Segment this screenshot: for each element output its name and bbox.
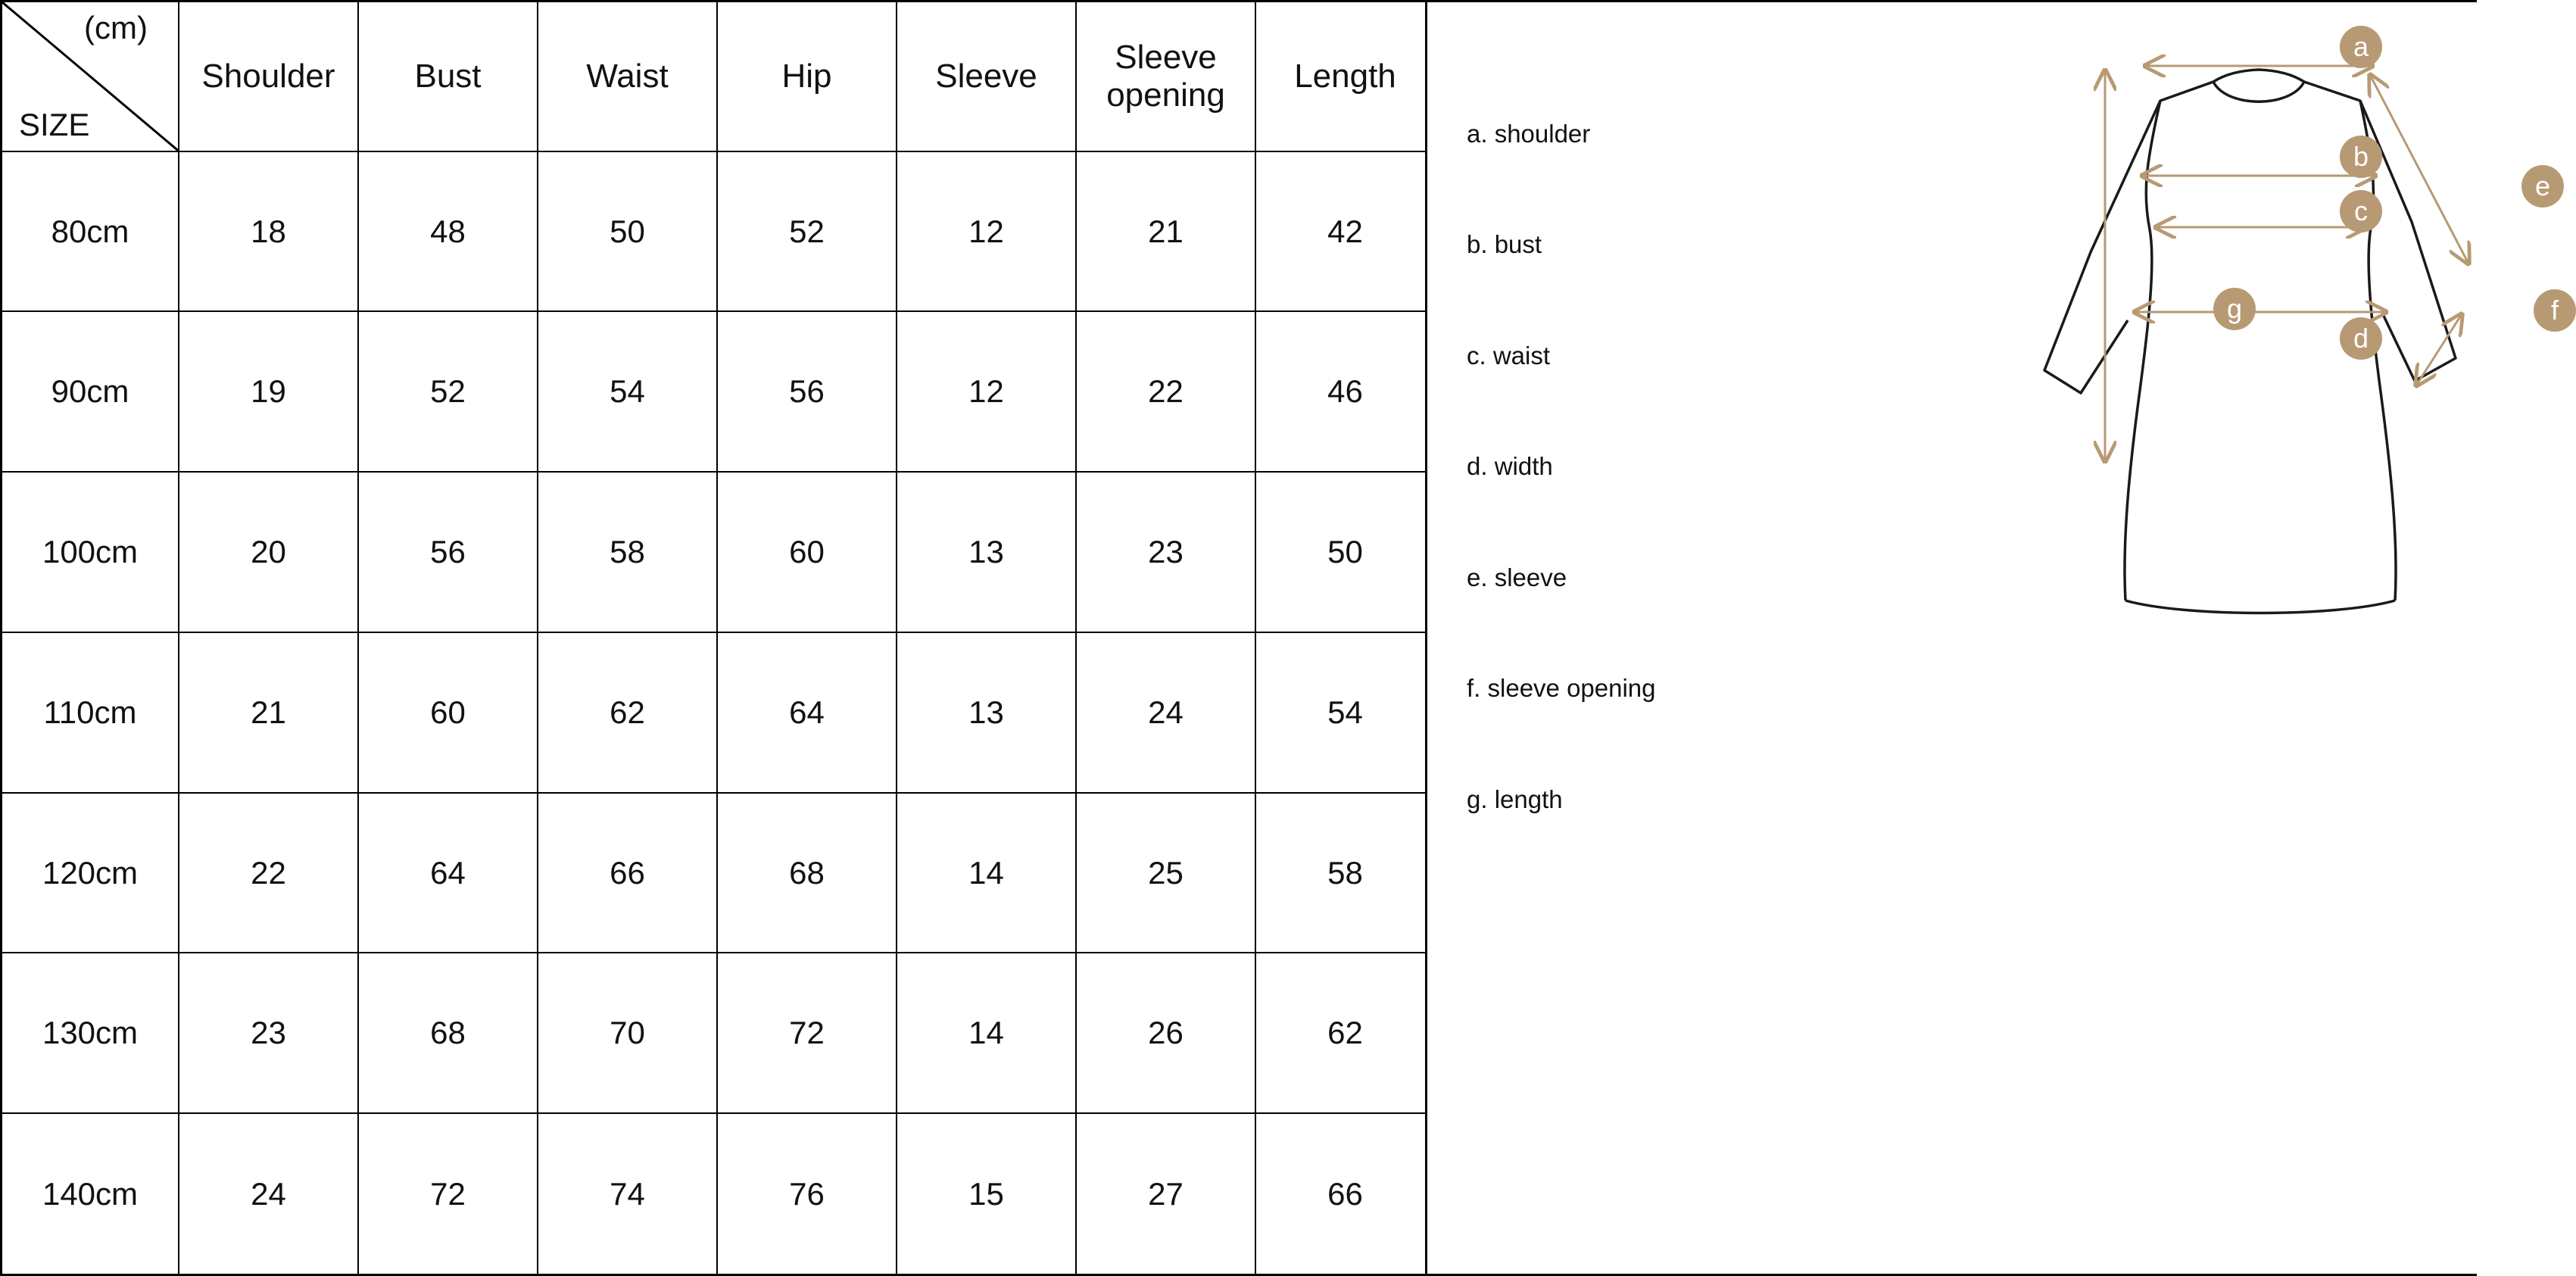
cell-length: 50 bbox=[1255, 472, 1434, 632]
cell-waist: 62 bbox=[538, 632, 717, 793]
badge-sleeve: e bbox=[2521, 165, 2564, 207]
badge-sleeve-opening: f bbox=[2534, 289, 2576, 332]
cell-waist: 66 bbox=[538, 793, 717, 953]
legend-item-sleeve: e. sleeve bbox=[1467, 563, 1567, 591]
unit-label: (cm) bbox=[84, 10, 148, 45]
badge-width: d bbox=[2340, 317, 2382, 360]
cell-sleeve: 14 bbox=[897, 793, 1076, 953]
measurement-diagram-panel bbox=[1427, 2, 2559, 1274]
cell-bust: 52 bbox=[358, 311, 538, 472]
column-header-sleeve: Sleeve bbox=[897, 2, 1076, 151]
cell-sleeve: 15 bbox=[897, 1113, 1076, 1274]
row-size-label: 90cm bbox=[2, 311, 179, 472]
cell-shoulder: 18 bbox=[179, 151, 358, 312]
cell-sleeve-opening: 22 bbox=[1076, 311, 1255, 472]
cell-hip: 64 bbox=[717, 632, 897, 793]
measurement-arrows bbox=[2105, 66, 2468, 461]
cell-shoulder: 19 bbox=[179, 311, 358, 472]
column-header-bust: Bust bbox=[358, 2, 538, 151]
legend-item-waist: c. waist bbox=[1467, 341, 1551, 370]
row-size-label: 120cm bbox=[2, 793, 179, 953]
cell-length: 66 bbox=[1255, 1113, 1434, 1274]
legend-item-sleeve-opening: f. sleeve opening bbox=[1467, 674, 1656, 703]
column-header-waist: Waist bbox=[538, 2, 717, 151]
cell-sleeve-opening: 23 bbox=[1076, 472, 1255, 632]
row-size-label: 140cm bbox=[2, 1113, 179, 1274]
legend-item-bust: b. bust bbox=[1467, 230, 1542, 259]
arrow-sleeve-opening bbox=[2416, 314, 2462, 385]
row-size-label: 130cm bbox=[2, 953, 179, 1113]
column-header-hip: Hip bbox=[717, 2, 897, 151]
table-row bbox=[2, 151, 1434, 312]
cell-hip: 60 bbox=[717, 472, 897, 632]
cell-shoulder: 24 bbox=[179, 1113, 358, 1274]
table-row bbox=[2, 793, 1434, 953]
badge-length: g bbox=[2213, 288, 2256, 330]
cell-hip: 68 bbox=[717, 793, 897, 953]
dress-illustration bbox=[1427, 2, 2477, 1274]
cell-length: 46 bbox=[1255, 311, 1434, 472]
column-header-sleeve-opening: Sleeve opening bbox=[1076, 2, 1255, 151]
cell-sleeve-opening: 21 bbox=[1076, 151, 1255, 312]
cell-shoulder: 22 bbox=[179, 793, 358, 953]
row-size-label: 110cm bbox=[2, 632, 179, 793]
table-header-row bbox=[2, 2, 1434, 151]
size-axis-label: SIZE bbox=[19, 106, 90, 142]
cell-sleeve: 14 bbox=[897, 953, 1076, 1113]
size-table bbox=[2, 2, 1434, 1274]
column-header-length: Length bbox=[1255, 2, 1434, 151]
cell-waist: 70 bbox=[538, 953, 717, 1113]
cell-length: 62 bbox=[1255, 953, 1434, 1113]
cell-length: 42 bbox=[1255, 151, 1434, 312]
table-row bbox=[2, 953, 1434, 1113]
cell-shoulder: 23 bbox=[179, 953, 358, 1113]
badge-shoulder: a bbox=[2340, 26, 2382, 68]
cell-length: 58 bbox=[1255, 793, 1434, 953]
size-table-container bbox=[2, 2, 1427, 1274]
table-row bbox=[2, 472, 1434, 632]
cell-sleeve: 13 bbox=[897, 472, 1076, 632]
legend-item-shoulder: a. shoulder bbox=[1467, 119, 1591, 148]
cell-sleeve-opening: 24 bbox=[1076, 632, 1255, 793]
cell-sleeve: 12 bbox=[897, 311, 1076, 472]
cell-sleeve: 12 bbox=[897, 151, 1076, 312]
cell-bust: 48 bbox=[358, 151, 538, 312]
column-header-shoulder: Shoulder bbox=[179, 2, 358, 151]
cell-hip: 56 bbox=[717, 311, 897, 472]
cell-bust: 60 bbox=[358, 632, 538, 793]
arrow-sleeve bbox=[2370, 75, 2468, 264]
row-size-label: 80cm bbox=[2, 151, 179, 312]
cell-waist: 58 bbox=[538, 472, 717, 632]
cell-bust: 56 bbox=[358, 472, 538, 632]
badge-bust: b bbox=[2340, 136, 2382, 178]
cell-hip: 72 bbox=[717, 953, 897, 1113]
badge-waist: c bbox=[2340, 190, 2382, 232]
cell-shoulder: 21 bbox=[179, 632, 358, 793]
cell-hip: 76 bbox=[717, 1113, 897, 1274]
cell-waist: 74 bbox=[538, 1113, 717, 1274]
table-row bbox=[2, 1113, 1434, 1274]
cell-bust: 72 bbox=[358, 1113, 538, 1274]
row-size-label: 100cm bbox=[2, 472, 179, 632]
table-row bbox=[2, 311, 1434, 472]
cell-sleeve-opening: 25 bbox=[1076, 793, 1255, 953]
table-corner-cell bbox=[2, 2, 179, 151]
cell-shoulder: 20 bbox=[179, 472, 358, 632]
cell-sleeve-opening: 27 bbox=[1076, 1113, 1255, 1274]
cell-hip: 52 bbox=[717, 151, 897, 312]
cell-length: 54 bbox=[1255, 632, 1434, 793]
cell-waist: 54 bbox=[538, 311, 717, 472]
cell-waist: 50 bbox=[538, 151, 717, 312]
cell-sleeve: 13 bbox=[897, 632, 1076, 793]
table-row bbox=[2, 632, 1434, 793]
legend-item-width: d. width bbox=[1467, 452, 1553, 481]
cell-bust: 68 bbox=[358, 953, 538, 1113]
cell-bust: 64 bbox=[358, 793, 538, 953]
cell-sleeve-opening: 26 bbox=[1076, 953, 1255, 1113]
legend-item-length: g. length bbox=[1467, 785, 1563, 813]
